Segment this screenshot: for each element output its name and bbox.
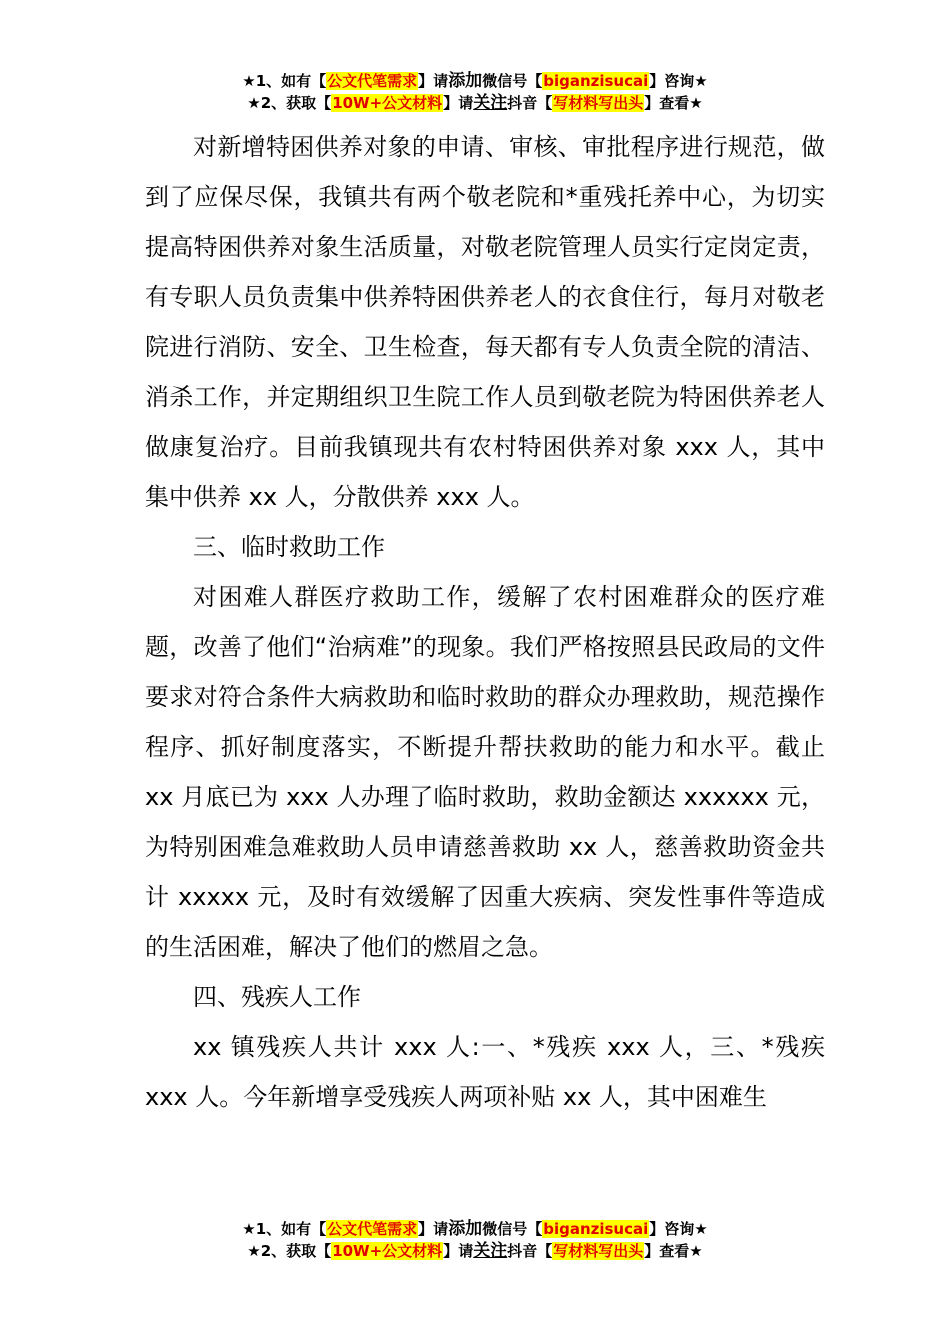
banner-highlight: 写材料写出头: [553, 94, 644, 112]
section-heading: 四、残疾人工作: [193, 983, 361, 1011]
paragraph: 对困难人群医疗救助工作，缓解了农村困难群众的医疗难题，改善了他们“治病难”的现象。我们严格按照县民政局的文件要求对符合条件大病救助和临时救助的群众办理救助，规范操作程序、抓好制度落实，不断提升帮扶救助的能力和水平。截止 xx 月底已为 xxx 人办理了临时救助，救助金额达 xxxxxx 元，为特别困难急难救助人员申请慈善救助 xx 人，慈善救助资金共计 xxxxx 元，及时有效缓解了因重大疾病、突发性事件等造成的生活困难，解决了他们的燃眉之急。: [145, 583, 825, 961]
paragraph: xx 镇残疾人共计 xxx 人:一、*残疾 xxx 人，三、*残疾 xxx 人。今年新增享受残疾人两项补贴 xx 人，其中困难生: [145, 1033, 825, 1111]
footer-banner: [0, 1218, 950, 1262]
banner-highlight: 10W+公文材料: [332, 94, 443, 112]
banner-line-2: ★2、获取【10W+公文材料】请关注抖音【写材料写出头】查看★: [247, 93, 703, 113]
banner-highlight: biganzisucai: [543, 72, 649, 90]
document-body: [145, 122, 825, 1122]
banner-line-1: ★1、如有【公文代笔需求】请添加微信号【biganzisucai】咨询★: [242, 71, 708, 91]
banner-highlight: 公文代笔需求: [327, 72, 418, 90]
header-banner: [0, 70, 950, 114]
banner-highlight: 写材料写出头: [553, 1242, 644, 1260]
paragraph: 对新增特困供养对象的申请、审核、审批程序进行规范，做到了应保尽保，我镇共有两个敬老院和*重残托养中心，为切实提高特困供养对象生活质量，对敬老院管理人员实行定岗定责，有专职人员负责集中供养特困供养老人的衣食住行，每月对敬老院进行消防、安全、卫生检查，每天都有专人负责全院的清洁、消杀工作，并定期组织卫生院工作人员到敬老院为特困供养老人做康复治疗。目前我镇现共有农村特困供养对象 xxx 人，其中集中供养 xx 人，分散供养 xxx 人。: [145, 133, 825, 511]
section-heading: 三、临时救助工作: [193, 533, 385, 561]
banner-line-2: ★2、获取【10W+公文材料】请关注抖音【写材料写出头】查看★: [247, 1241, 703, 1261]
banner-highlight: 10W+公文材料: [332, 1242, 443, 1260]
banner-highlight: biganzisucai: [543, 1220, 649, 1238]
banner-highlight: 公文代笔需求: [327, 1220, 418, 1238]
banner-line-1: ★1、如有【公文代笔需求】请添加微信号【biganzisucai】咨询★: [242, 1219, 708, 1239]
